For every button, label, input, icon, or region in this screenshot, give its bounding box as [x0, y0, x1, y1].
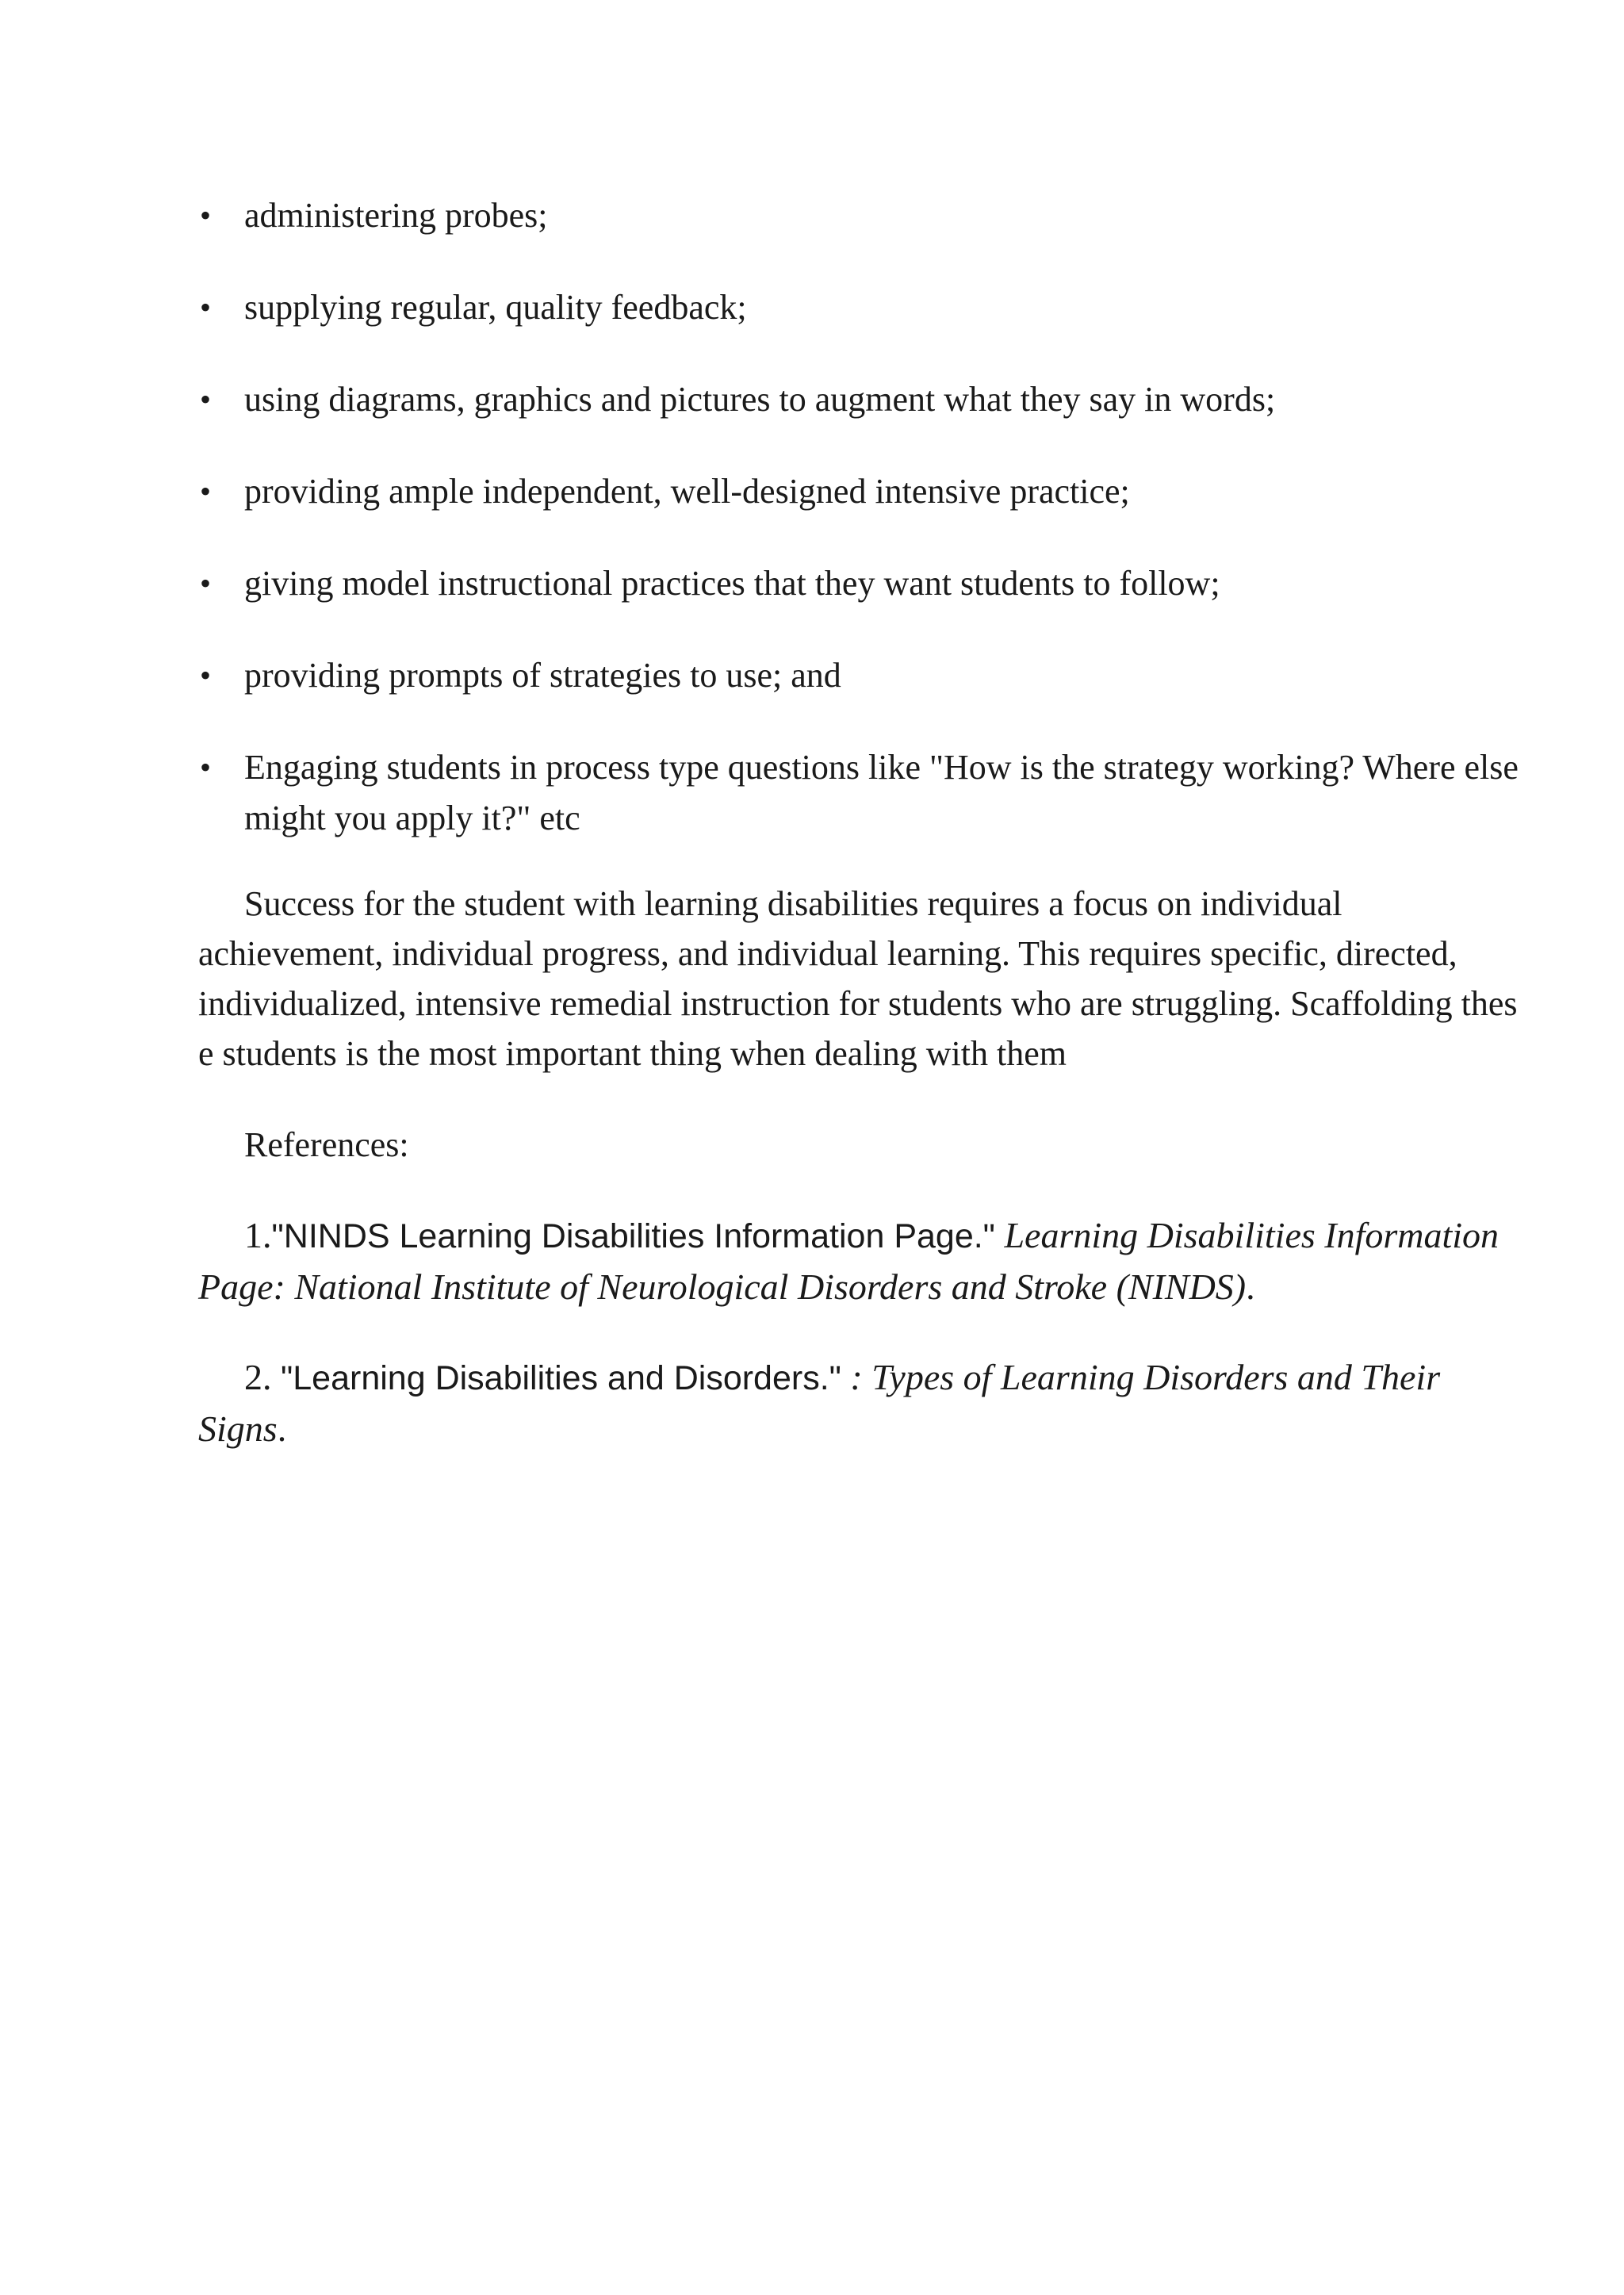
list-item: [198, 190, 1530, 241]
list-item: [198, 466, 1530, 517]
references-heading: References:: [244, 1125, 409, 1164]
bullet-icon: •: [200, 473, 212, 509]
reference-source: Learning Disabilities Information Page: National Institute of Neurological Disorders and Stroke (NINDS): [198, 1215, 1500, 1307]
list-item: [198, 374, 1530, 425]
conclusion-paragraph: Success for the student with learning disabilities requires a focus on individual achievement, individual progress, and individual learning. This requires specific, directed, individualized, intensive remedial instruction for students who are struggling. Scaffolding thes e students is the most important thing when dealing with them: [198, 884, 1518, 1073]
list-item-text: administering probes;: [244, 196, 548, 235]
list-item: [198, 650, 1530, 701]
list-item-text: giving model instructional practices that they want students to follow;: [244, 564, 1220, 603]
reference-number: 1.: [244, 1215, 272, 1255]
reference-end: .: [277, 1408, 287, 1449]
bullet-icon: •: [200, 565, 212, 601]
page-content: [198, 190, 1530, 1454]
list-item-text: providing prompts of strategies to use; and: [244, 656, 841, 695]
reference-title: "NINDS Learning Disabilities Information Page.": [271, 1217, 995, 1255]
list-item-text: using diagrams, graphics and pictures to augment what they say in words;: [244, 380, 1276, 419]
bullet-icon: •: [200, 197, 212, 233]
list-item-text: providing ample independent, well-designed intensive practice;: [244, 472, 1130, 511]
list-item-text: Engaging students in process type questions like "How is the strategy working? Where else might you apply it?" etc: [244, 748, 1519, 837]
bullet-icon: •: [200, 657, 212, 693]
list-item: [198, 558, 1530, 609]
reference-number: 2.: [244, 1357, 281, 1397]
bullet-icon: •: [200, 749, 212, 785]
reference-item: [198, 1352, 1530, 1454]
list-item: [198, 282, 1530, 333]
reference-end: .: [1246, 1266, 1255, 1307]
reference-title: "Learning Disabilities and Disorders.": [281, 1359, 841, 1397]
reference-source: : Types of Learning Disorders and Their Signs: [198, 1357, 1441, 1449]
bullet-icon: •: [200, 289, 212, 325]
reference-item: [198, 1210, 1530, 1312]
bullet-icon: •: [200, 381, 212, 417]
strategy-bullet-list: [198, 190, 1530, 844]
list-item-text: supplying regular, quality feedback;: [244, 288, 747, 327]
list-item: [198, 742, 1530, 844]
